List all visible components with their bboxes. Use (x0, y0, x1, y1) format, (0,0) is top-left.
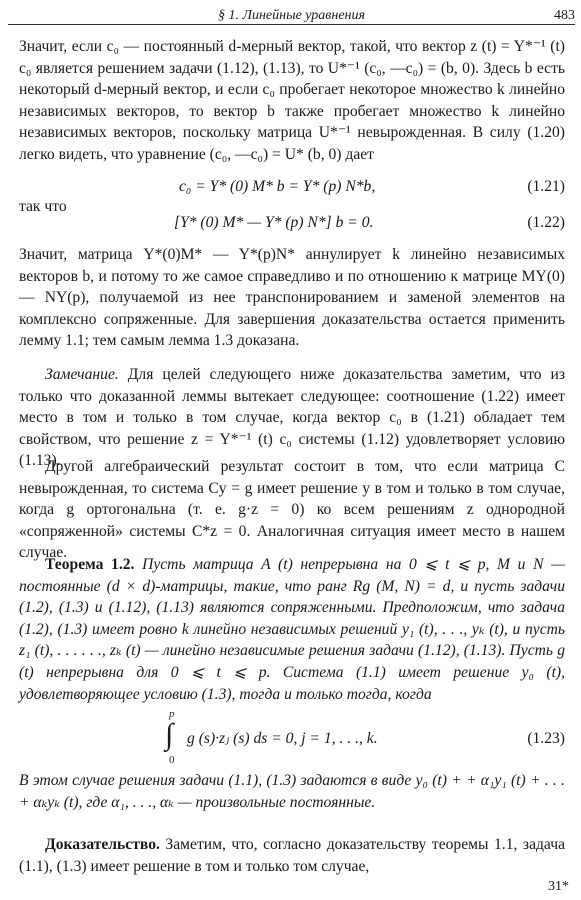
theorem-text: Пусть матрица A (t) непрерывна на 0 ⩽ t ⩽ p, M и N — постоянные (d × d)-матрицы, такие, что ранг Rg (M, N) = d, и пусть задачи (1.2), (1.3) и (1.12), (1.13) являются сопряженными. Предположим, что задача (1.2), (1.3) имеет ровно k линейно независимых решений y₁ (t), . . ., yₖ (t), и пусть z₁ (t), . . . . . ., zₖ (t) — линейно независимые решения задачи (1.12), (1.13). Пусть g (t) непрерывна для 0 ⩽ t ⩽ p. Система (1.1) имеет решение y₀ (t), удовлетворяющее условию (1.3), тогда и только тогда, когда (19, 556, 565, 703)
equation-number: (1.21) (527, 178, 565, 195)
running-header (8, 2, 575, 25)
paragraph-6: В этом случае решения задачи (1.1), (1.3) задаются в виде y₀ (t) + + α₁y₁ (t) + . . . + αₖyₖ (t), где α₁, . . ., αₖ — произвольные постоянные. (19, 772, 565, 811)
integral-expression: g (s)·zⱼ (s) ds = 0, j = 1, . . ., k. (187, 730, 378, 747)
integral-upper-limit: p (169, 708, 175, 720)
transition-text: так что (19, 198, 67, 215)
equation-body: [Y* (0) M* — Y* (p) N*] b = 0. (174, 214, 374, 231)
paragraph-1: Значит, если c₀ — постоянный d-мерный вектор, такой, что вектор z (t) = Y*⁻¹ (t) c₀ является решением задачи (1.12), (1.13), то U*⁻¹ (c₀, —c₀) = (b, 0). Здесь b есть некоторый d-мерный вектор, и если c₀ пробегает некоторое множество k линейно независимых векторов, то вектор b также пробегает множество k линейно независимых векторов, поскольку матрица U*⁻¹ невырожденная. В силу (1.20) легко видеть, что уравнение (c₀, —c₀) = U* (b, 0) дает (19, 38, 565, 163)
equation-1-23 (19, 708, 565, 770)
equation-1-21 (19, 176, 565, 198)
equation-body: c₀ = Y* (0) M* b = Y* (p) N*b, (179, 178, 376, 195)
theorem-label: Теорема 1.2. (45, 556, 135, 573)
integral-sign: ∫ (165, 718, 174, 751)
paragraph-4: Другой алгебраический результат состоит в том, что если матрица C невырожденная, то система Cy = g имеет решение y в том и только в том случае, когда g ортогональна (т. е. g·z = 0) ко всем решениям z однородной «сопряженной» системы C*z = 0. Аналогичная ситуация имеет место в нашем случае. (19, 458, 565, 562)
remark-text: Для целей следующего ниже доказательства заметим, что из только что доказанной леммы вытекает следующее: соотношение (1.22) имеет место в том и только в том случае, когда вектор c₀ в (1.21) обладает тем свойством, что решение z = Y*⁻¹ (t) c₀ системы (1.12) удовлетворяет условию (1.13). (19, 366, 565, 470)
proof-label: Доказательство. (45, 836, 160, 853)
equation-number: (1.23) (527, 730, 565, 747)
signature-mark: 31* (548, 879, 569, 894)
section-title: § 1. Линейные уравнения (218, 8, 365, 23)
paragraph-2: Значит, матрица Y*(0)M* — Y*(p)N* аннулирует k линейно независимых векторов b, и потому то же самое справедливо и по отношению к матрице MY(0) — NY(p), получаемой из нее транспонированием и заменой элементов на комплексно сопряженные. Для завершения доказательства остается применить лемму 1.1; тем самым лемма 1.3 доказана. (19, 246, 565, 350)
equation-1-22 (19, 212, 565, 234)
remark-label: Замечание. (45, 366, 119, 383)
page-number: 483 (554, 8, 575, 23)
equation-number: (1.22) (527, 214, 565, 231)
theorem-paragraph (19, 554, 565, 705)
integral-lower-limit: 0 (169, 754, 175, 766)
proof-text: Заметим, что, согласно доказательству теоремы 1.1, задача (1.1), (1.3) имеет решение в том и только том случае, (19, 836, 565, 875)
proof-paragraph (19, 834, 565, 877)
